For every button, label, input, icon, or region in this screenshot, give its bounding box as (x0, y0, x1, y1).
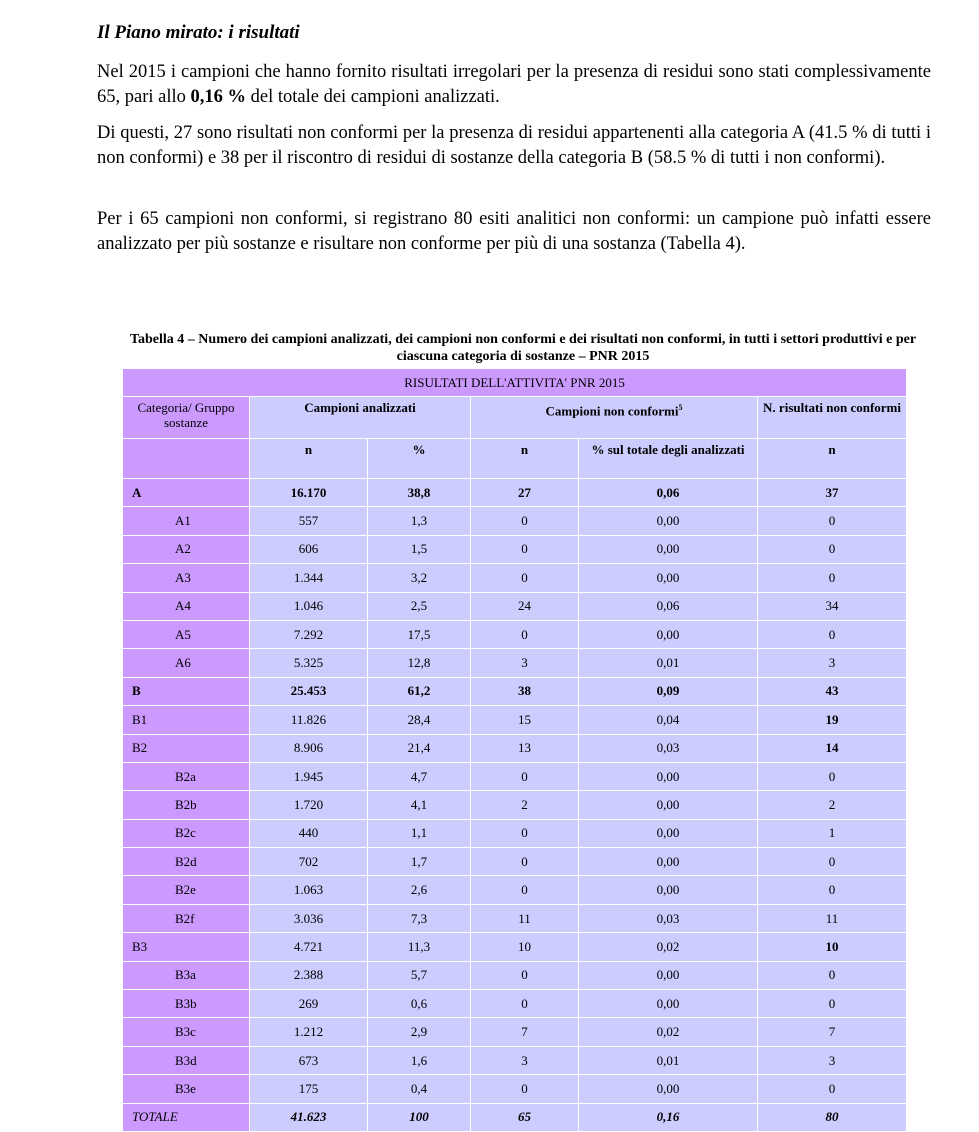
cell-nonconform-pct: 0,00 (579, 564, 758, 592)
cell-results-n: 0 (758, 620, 907, 648)
cell-analyzed-n: 440 (250, 819, 368, 847)
cell-analyzed-pct: 2,9 (368, 1018, 471, 1046)
cell-results-n: 0 (758, 535, 907, 563)
cell-results-n: 7 (758, 1018, 907, 1046)
cell-nonconform-n: 0 (471, 620, 579, 648)
cell-results-n: 0 (758, 564, 907, 592)
cell-analyzed-pct: 1,6 (368, 1046, 471, 1074)
cell-nonconform-pct: 0,00 (579, 620, 758, 648)
row-label: B3b (123, 990, 250, 1018)
cell-results-n: 34 (758, 592, 907, 620)
cell-analyzed-pct: 1,3 (368, 507, 471, 535)
cell-nonconform-n: 0 (471, 848, 579, 876)
cell-nonconform-pct: 0,00 (579, 990, 758, 1018)
table-row (123, 819, 907, 847)
cell-analyzed-n: 1.063 (250, 876, 368, 904)
cell-nonconform-pct: 0,00 (579, 819, 758, 847)
cell-analyzed-pct: 28,4 (368, 706, 471, 734)
cell-results-n: 43 (758, 677, 907, 705)
cell-analyzed-pct: 61,2 (368, 677, 471, 705)
cell-results-n: 80 (758, 1103, 907, 1131)
results-table (122, 368, 907, 1132)
cell-results-n: 37 (758, 479, 907, 507)
paragraph-1-highlight: 0,16 % (190, 87, 247, 107)
cell-analyzed-pct: 1,1 (368, 819, 471, 847)
cell-analyzed-pct: 12,8 (368, 649, 471, 677)
cell-nonconform-n: 3 (471, 649, 579, 677)
cell-analyzed-n: 7.292 (250, 620, 368, 648)
paragraph-1-text: Nel 2015 i campioni che hanno fornito risultati irregolari per la presenza di residui sono stati complessivamente 65, pari allo (97, 62, 931, 107)
cell-analyzed-n: 1.945 (250, 762, 368, 790)
subheader-n-analyzed: n (250, 439, 368, 479)
cell-nonconform-pct: 0,02 (579, 933, 758, 961)
cell-nonconform-pct: 0,01 (579, 649, 758, 677)
cell-nonconform-n: 38 (471, 677, 579, 705)
row-label: A3 (123, 564, 250, 592)
cell-results-n: 14 (758, 734, 907, 762)
cell-results-n: 2 (758, 791, 907, 819)
cell-nonconform-n: 2 (471, 791, 579, 819)
cell-nonconform-n: 0 (471, 990, 579, 1018)
table-row (123, 479, 907, 507)
row-label: B3e (123, 1075, 250, 1103)
table-row (123, 1018, 907, 1046)
row-label: B2e (123, 876, 250, 904)
table-body (123, 479, 907, 1132)
table-row (123, 933, 907, 961)
cell-results-n: 11 (758, 904, 907, 932)
cell-nonconform-n: 65 (471, 1103, 579, 1131)
table-row (123, 706, 907, 734)
cell-analyzed-n: 1.046 (250, 592, 368, 620)
table-row (123, 620, 907, 648)
paragraph-1 (97, 60, 931, 110)
paragraph-3: Per i 65 campioni non conformi, si registrano 80 esiti analitici non conformi: un campione può infatti essere analizzato per più sostanze e risultare non conforme per più di una sostanza (Tabella 4). (97, 209, 931, 254)
cell-nonconform-pct: 0,04 (579, 706, 758, 734)
table-row (123, 791, 907, 819)
cell-analyzed-n: 11.826 (250, 706, 368, 734)
cell-nonconform-pct: 0,06 (579, 479, 758, 507)
row-label: A1 (123, 507, 250, 535)
cell-analyzed-pct: 5,7 (368, 961, 471, 989)
cell-results-n: 10 (758, 933, 907, 961)
cell-analyzed-n: 175 (250, 1075, 368, 1103)
cell-nonconform-n: 0 (471, 961, 579, 989)
table-row (123, 592, 907, 620)
cell-results-n: 0 (758, 990, 907, 1018)
table-row (123, 564, 907, 592)
row-label: B2b (123, 791, 250, 819)
cell-analyzed-pct: 4,7 (368, 762, 471, 790)
cell-analyzed-pct: 21,4 (368, 734, 471, 762)
cell-analyzed-n: 1.720 (250, 791, 368, 819)
cell-nonconform-pct: 0,00 (579, 535, 758, 563)
cell-nonconform-pct: 0,16 (579, 1103, 758, 1131)
cell-results-n: 0 (758, 876, 907, 904)
table-row (123, 762, 907, 790)
row-label: A2 (123, 535, 250, 563)
cell-analyzed-n: 606 (250, 535, 368, 563)
cell-analyzed-pct: 0,6 (368, 990, 471, 1018)
cell-nonconform-n: 27 (471, 479, 579, 507)
cell-results-n: 0 (758, 507, 907, 535)
subheader-n-nonconform: n (471, 439, 579, 479)
cell-nonconform-pct: 0,00 (579, 1075, 758, 1103)
cell-results-n: 0 (758, 961, 907, 989)
cell-results-n: 0 (758, 848, 907, 876)
table-row (123, 649, 907, 677)
subheader-n-results: n (758, 439, 907, 479)
table-row (123, 535, 907, 563)
cell-results-n: 0 (758, 762, 907, 790)
cell-nonconform-pct: 0,00 (579, 762, 758, 790)
cell-analyzed-pct: 4,1 (368, 791, 471, 819)
table-row (123, 961, 907, 989)
cell-nonconform-n: 0 (471, 876, 579, 904)
cell-nonconform-n: 3 (471, 1046, 579, 1074)
cell-analyzed-pct: 0,4 (368, 1075, 471, 1103)
cell-analyzed-n: 8.906 (250, 734, 368, 762)
cell-analyzed-pct: 7,3 (368, 904, 471, 932)
cell-nonconform-n: 10 (471, 933, 579, 961)
cell-results-n: 3 (758, 649, 907, 677)
row-label: B3 (123, 933, 250, 961)
cell-nonconform-pct: 0,03 (579, 734, 758, 762)
cell-nonconform-n: 0 (471, 564, 579, 592)
header-analyzed: Campioni analizzati (250, 397, 471, 439)
cell-analyzed-pct: 1,7 (368, 848, 471, 876)
cell-nonconform-pct: 0,06 (579, 592, 758, 620)
row-label: B (123, 677, 250, 705)
row-label: A (123, 479, 250, 507)
table-band-title: RISULTATI DELL'ATTIVITA' PNR 2015 (123, 369, 907, 397)
cell-nonconform-pct: 0,00 (579, 507, 758, 535)
table-row (123, 876, 907, 904)
cell-nonconform-n: 0 (471, 535, 579, 563)
cell-nonconform-pct: 0,03 (579, 904, 758, 932)
cell-analyzed-n: 3.036 (250, 904, 368, 932)
table-row (123, 848, 907, 876)
cell-analyzed-n: 673 (250, 1046, 368, 1074)
table-row (123, 1046, 907, 1074)
cell-analyzed-n: 1.344 (250, 564, 368, 592)
row-label: A4 (123, 592, 250, 620)
cell-results-n: 1 (758, 819, 907, 847)
cell-nonconform-n: 15 (471, 706, 579, 734)
cell-analyzed-n: 702 (250, 848, 368, 876)
cell-nonconform-n: 11 (471, 904, 579, 932)
subheader-empty (123, 439, 250, 479)
cell-nonconform-n: 0 (471, 1075, 579, 1103)
header-nonconform-label: Campioni non conformi (545, 403, 679, 419)
cell-analyzed-pct: 2,5 (368, 592, 471, 620)
subheader-pct-analyzed: % (368, 439, 471, 479)
cell-analyzed-n: 5.325 (250, 649, 368, 677)
row-label: B2f (123, 904, 250, 932)
cell-nonconform-pct: 0,02 (579, 1018, 758, 1046)
cell-nonconform-n: 0 (471, 819, 579, 847)
table-row (123, 904, 907, 932)
cell-nonconform-pct: 0,00 (579, 848, 758, 876)
cell-results-n: 0 (758, 1075, 907, 1103)
cell-analyzed-n: 4.721 (250, 933, 368, 961)
row-label: B3a (123, 961, 250, 989)
row-label: A6 (123, 649, 250, 677)
row-label: A5 (123, 620, 250, 648)
row-label: TOTALE (123, 1103, 250, 1131)
cell-analyzed-pct: 100 (368, 1103, 471, 1131)
cell-analyzed-n: 557 (250, 507, 368, 535)
table-row (123, 507, 907, 535)
cell-analyzed-n: 25.453 (250, 677, 368, 705)
cell-nonconform-pct: 0,00 (579, 961, 758, 989)
row-label: B3d (123, 1046, 250, 1074)
cell-analyzed-pct: 38,8 (368, 479, 471, 507)
cell-nonconform-n: 13 (471, 734, 579, 762)
cell-analyzed-n: 269 (250, 990, 368, 1018)
table-row (123, 990, 907, 1018)
cell-analyzed-n: 41.623 (250, 1103, 368, 1131)
cell-nonconform-n: 0 (471, 762, 579, 790)
paragraph-2: Di questi, 27 sono risultati non conformi per la presenza di residui appartenenti alla categoria A (41.5 % di tutti i non conformi) e 38 per il riscontro di residui di sostanze della categoria B (58.5 % di tutti i non conformi). (97, 123, 931, 168)
cell-analyzed-n: 1.212 (250, 1018, 368, 1046)
cell-nonconform-pct: 0,00 (579, 876, 758, 904)
cell-analyzed-pct: 11,3 (368, 933, 471, 961)
row-label: B2c (123, 819, 250, 847)
cell-analyzed-n: 2.388 (250, 961, 368, 989)
paragraph-1-text-end: del totale dei campioni analizzati. (246, 87, 500, 107)
cell-nonconform-pct: 0,09 (579, 677, 758, 705)
table-caption: Tabella 4 – Numero dei campioni analizzati, dei campioni non conformi e dei risultati non conformi, in tutti i settori produttivi e per ciascuna categoria di sostanze – PNR 2015 (129, 332, 917, 364)
cell-nonconform-pct: 0,00 (579, 791, 758, 819)
cell-analyzed-pct: 1,5 (368, 535, 471, 563)
header-category: Categoria/ Gruppo sostanze (123, 397, 250, 439)
row-label: B1 (123, 706, 250, 734)
row-label: B2a (123, 762, 250, 790)
subheader-pct-total: % sul totale degli analizzati (579, 439, 758, 479)
row-label: B2d (123, 848, 250, 876)
row-label: B3c (123, 1018, 250, 1046)
table-row (123, 1103, 907, 1131)
table-row (123, 677, 907, 705)
cell-results-n: 19 (758, 706, 907, 734)
cell-nonconform-n: 0 (471, 507, 579, 535)
cell-analyzed-pct: 2,6 (368, 876, 471, 904)
table-row (123, 1075, 907, 1103)
row-label: B2 (123, 734, 250, 762)
cell-nonconform-n: 7 (471, 1018, 579, 1046)
cell-analyzed-n: 16.170 (250, 479, 368, 507)
cell-nonconform-pct: 0,01 (579, 1046, 758, 1074)
header-results: N. risultati non conformi (758, 397, 907, 439)
cell-results-n: 3 (758, 1046, 907, 1074)
section-heading: Il Piano mirato: i risultati (97, 22, 300, 43)
table-row (123, 734, 907, 762)
cell-analyzed-pct: 17,5 (368, 620, 471, 648)
cell-nonconform-n: 24 (471, 592, 579, 620)
footnote-marker: 5 (678, 403, 683, 412)
cell-analyzed-pct: 3,2 (368, 564, 471, 592)
header-nonconform (471, 397, 758, 439)
